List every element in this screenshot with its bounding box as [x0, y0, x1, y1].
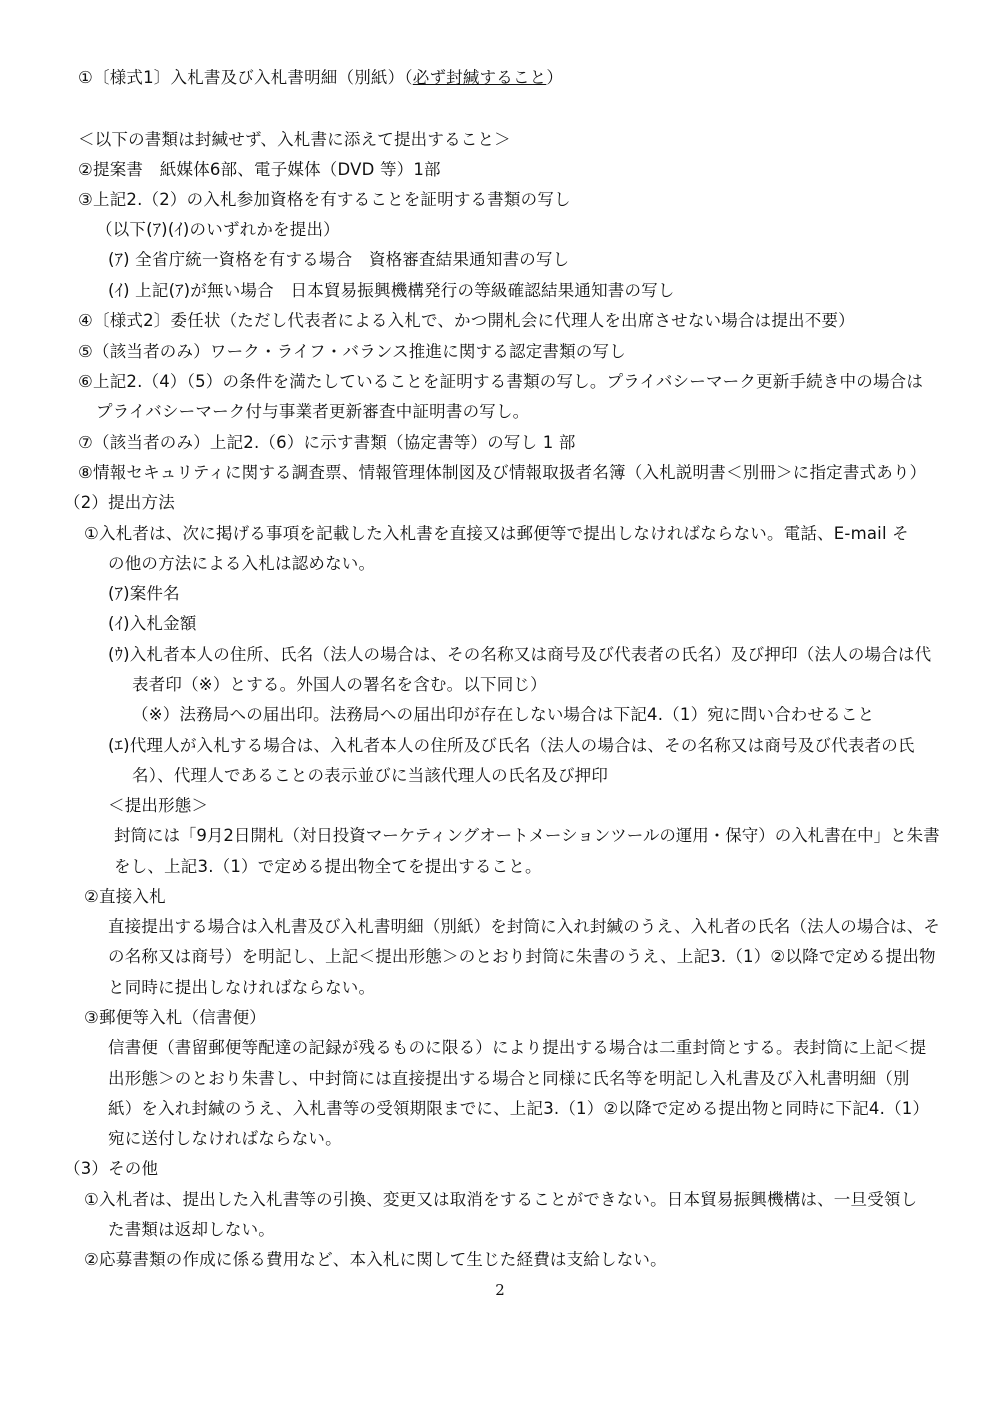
sec2-u-cont: 表者印（※）とする。外国人の署名を含む。以下同じ） — [132, 675, 547, 694]
sec2-e-cont: 名）、代理人であることの表示並びに当該代理人の氏名及び押印 — [132, 766, 609, 785]
sec3-item-1-cont: た書類は返却しない。 — [108, 1220, 275, 1239]
item-6-cont: プライバシーマーク付与事業者更新審査中証明書の写し。 — [96, 402, 530, 421]
page-number: 2 — [495, 1281, 505, 1299]
postal-bid-text-1: 信書便（書留郵便等配達の記録が残るものに限る）により提出する場合は二重封筒とする。表封筒に上記＜提 — [108, 1038, 927, 1057]
item-7-agreement: ⑦（該当者のみ）上記2.（6）に示す書類（協定書等）の写し 1 部 — [78, 433, 576, 452]
sec2-a-case-name: (ｱ)案件名 — [108, 584, 180, 603]
envelope-instruction: 封筒には「9月2日開札（対日投資マーケティングオートメーションツールの運用・保守）の入札書在中」と朱書 — [114, 826, 940, 845]
postal-bid-text-2: 出形態＞のとおり朱書し、中封筒には直接提出する場合と同様に氏名等を明記し入札書及び入札書明細（別 — [108, 1069, 910, 1088]
postal-bid-text-4: 宛に送付しなければならない。 — [108, 1129, 342, 1148]
sealing-note: 必ず封緘すること — [412, 68, 547, 87]
item-8-security: ⑧情報セキュリティに関する調査票、情報管理体制図及び情報取扱者名簿（入札説明書＜別冊＞に指定書式あり） — [78, 463, 927, 482]
item-3-i: (ｲ) 上記(ｱ)が無い場合 日本貿易振興機構発行の等級確認結果通知書の写し — [108, 281, 675, 300]
envelope-instruction-cont: をし、上記3.（1）で定める提出物全てを提出すること。 — [114, 857, 542, 876]
section-2-heading: （2）提出方法 — [64, 493, 175, 512]
item-4-power-of-attorney: ④〔様式2〕委任状（ただし代表者による入札で、かつ開札会に代理人を出席させない場合は提出不要） — [78, 311, 855, 330]
item-2-proposal: ②提案書 紙媒体6部、電子媒体（DVD 等）1部 — [78, 160, 441, 179]
direct-bid-heading: ②直接入札 — [84, 887, 166, 906]
sec3-item-2: ②応募書類の作成に係る費用など、本入札に関して生じた経費は支給しない。 — [84, 1250, 667, 1269]
item-3-a: (ｱ) 全省庁統一資格を有する場合 資格審査結果通知書の写し — [108, 250, 570, 269]
direct-bid-text-2: の名称又は商号）を明記し、上記＜提出形態＞のとおり封筒に朱書のうえ、上記3.（1）②以降で定める提出物 — [108, 947, 936, 966]
section-3-heading: （3）その他 — [64, 1159, 159, 1178]
direct-bid-text-1: 直接提出する場合は入札書及び入札書明細（別紙）を封筒に入れ封緘のうえ、入札者の氏名（法人の場合は、そ — [108, 917, 940, 936]
item-3-note: （以下(ｱ)(ｲ)のいずれかを提出） — [96, 220, 340, 239]
item-6-privacy-mark: ⑥上記2.（4）（5）の条件を満たしていることを証明する書類の写し。プライバシーマーク更新手続き中の場合は — [78, 372, 924, 391]
unsealed-docs-heading: ＜以下の書類は封緘せず、入札書に添えて提出すること＞ — [78, 130, 511, 149]
sec3-item-1: ①入札者は、提出した入札書等の引換、変更又は取消をすることができない。日本貿易振興機構は、一旦受領し — [84, 1190, 918, 1209]
sec2-u-note: （※）法務局への届出印。法務局への届出印が存在しない場合は下記4.（1）宛に問い合わせること — [132, 705, 875, 724]
sec2-item-1: ①入札者は、次に掲げる事項を記載した入札書を直接又は郵便等で提出しなければならない。電話、E-mail そ — [84, 524, 909, 543]
item-3-qualification: ③上記2.（2）の入札参加資格を有することを証明する書類の写し — [78, 190, 571, 209]
sec2-u-address: (ｳ)入札者本人の住所、氏名（法人の場合は、その名称又は商号及び代表者の氏名）及び押印（法人の場合は代 — [108, 645, 932, 664]
item-5-wlb: ⑤（該当者のみ）ワーク・ライフ・バランス推進に関する認定書類の写し — [78, 342, 626, 361]
sec2-item-1-cont: の他の方法による入札は認めない。 — [108, 554, 376, 573]
postal-bid-heading: ③郵便等入札（信書便） — [84, 1008, 266, 1027]
item-1-form1-bid: ①〔様式1〕入札書及び入札書明細（別紙）（必ず封緘すること） — [78, 68, 564, 87]
sec2-i-bid-amount: (ｲ)入札金額 — [108, 614, 197, 633]
postal-bid-text-3: 紙）を入れ封緘のうえ、入札書等の受領期限までに、上記3.（1）②以降で定める提出物と同時に下記4.（1） — [108, 1099, 930, 1118]
submission-form-heading: ＜提出形態＞ — [108, 796, 209, 815]
direct-bid-text-3: と同時に提出しなければならない。 — [108, 978, 376, 997]
sec2-e-agent: (ｴ)代理人が入札する場合は、入札者本人の住所及び氏名（法人の場合は、その名称又は商号及び代表者の氏 — [108, 736, 915, 755]
